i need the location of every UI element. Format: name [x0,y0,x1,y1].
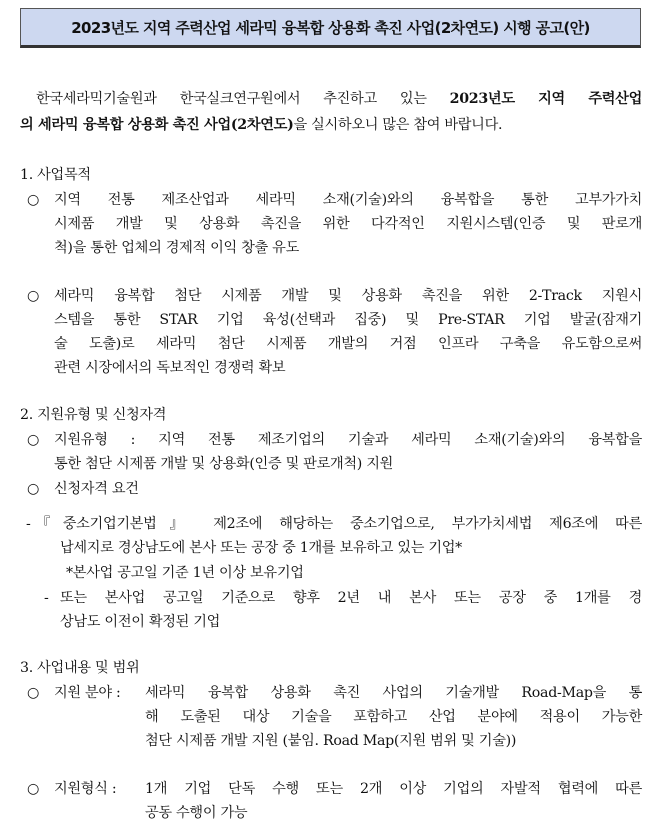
bullet-text-line: 술 도출)로 세라믹 첨단 시제품 개발의 거점 인프라 구축을 유도함으로써 [54,336,642,352]
section-heading: 2. 지원유형 및 신청자격 [20,407,167,423]
item-text-line: 1개 기업 단독 수행 또는 2개 이상 기업의 자발적 협력에 따른 [145,781,642,797]
intro-line-2 [20,113,502,137]
item-text-line: 세라믹 융복합 상용화 촉진 사업의 기술개발 Road-Map을 통 [145,685,642,701]
intro-emphasis: 의 세라믹 융복합 상용화 촉진 사업(2차연도) [20,117,294,133]
criteria-marker: - [44,590,49,606]
intro-text: 을 실시하오니 많은 참여 바랍니다. [293,117,503,133]
item-label: 지원형식 : [54,781,117,797]
bullet-text-line: 통한 첨단 시제품 개발 및 상용화(인증 및 판로개척) 지원 [54,456,394,472]
bullet-marker: ○ [27,432,40,448]
section-heading: 1. 사업목적 [20,167,91,183]
bullet-text-line: 지원유형 : 지역 전통 제조기업의 기술과 세라믹 소재(기술)와의 융복합을 [54,432,642,448]
bullet-marker: ○ [27,288,40,304]
item-label: 지원 분야 : [54,685,121,701]
bullet-text-line: 관련 시장에서의 독보적인 경쟁력 확보 [54,360,286,376]
title-banner [20,8,641,48]
section-heading: 3. 사업내용 및 범위 [20,660,140,676]
intro-text: 한국세라믹기술원과 한국실크연구원에서 추진하고 있는 [36,91,450,107]
bullet-text-line: 세라믹 융복합 첨단 시제품 개발 및 상용화 촉진을 위한 2-Track 지원시 [54,288,642,304]
bullet-text-line: 스템을 통한 STAR 기업 육성(선택과 집중) 및 Pre-STAR 기업 발굴(잠재기 [54,312,642,328]
item-text-line: 공동 수행이 가능 [145,805,248,821]
intro-line-1 [36,87,642,111]
document-title: 2023년도 지역 주력산업 세라믹 융복합 상용화 촉진 사업(2차연도) 시행 공고(안) [71,18,590,37]
criteria-footnote: *본사업 공고일 기준 1년 이상 보유기업 [66,565,304,581]
bullet-text-line: 지역 전통 제조산업과 세라믹 소재(기술)와의 융복합을 통한 고부가가치 [54,192,642,208]
bullet-marker: ○ [27,481,40,497]
bullet-text-line: 시제품 개발 및 상용화 촉진을 위한 다각적인 지원시스템(인증 및 판로개 [54,216,642,232]
bullet-marker: ○ [27,192,40,208]
criteria-text-line: 납세지로 경상남도에 본사 또는 공장 중 1개를 보유하고 있는 기업* [60,540,462,556]
item-text-line: 첨단 시제품 개발 지원 (붙임. Road Map(지원 범위 및 기술)) [145,733,517,749]
criteria-marker: - [26,516,31,532]
intro-emphasis: 2023년도 지역 주력산업 [449,91,642,107]
bullet-marker: ○ [27,781,40,797]
bullet-text-line: 척)을 통한 업체의 경제적 이익 창출 유도 [54,240,299,256]
item-text-line: 해 도출된 대상 기술을 포함하고 산업 분야에 적용이 가능한 [145,709,642,725]
criteria-text-line: 상남도 이전이 확정된 기업 [60,614,221,630]
bullet-marker: ○ [27,685,40,701]
bullet-text-line: 신청자격 요건 [54,481,139,497]
criteria-text-line: 『중소기업기본법』 제2조에 해당하는 중소기업으로, 부가가치세법 제6조에 따른 [36,516,642,532]
criteria-text-line: 또는 본사업 공고일 기준으로 향후 2년 내 본사 또는 공장 중 1개를 경 [60,590,642,606]
